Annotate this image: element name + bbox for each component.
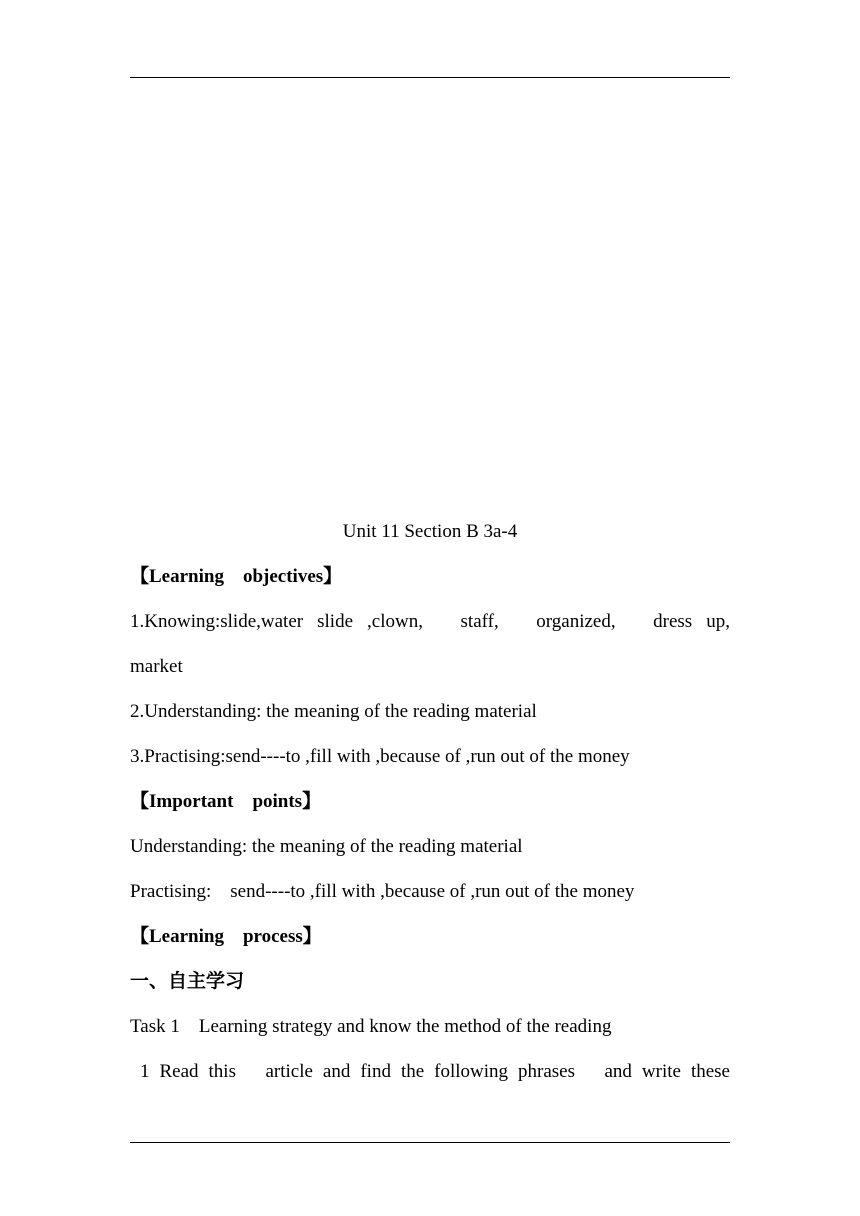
document-title: Unit 11 Section B 3a-4 [342, 521, 518, 542]
process-heading: 【Learning process】 [130, 926, 322, 947]
footer-rule [130, 1142, 730, 1143]
section-self-study-heading: 一、自主学习 [130, 971, 245, 992]
task-1-item-1: 1 Read this article and find the following phrases and write these [140, 1061, 730, 1082]
header-rule [130, 77, 730, 78]
objective-2: 2.Understanding: the meaning of the reading material [130, 701, 537, 722]
objective-1-continued: market [130, 656, 183, 677]
important-points-heading: 【Important points】 [130, 791, 322, 812]
objective-3: 3.Practising:send----to ,fill with ,because of ,run out of the money [130, 746, 630, 767]
task-1: Task 1 Learning strategy and know the method of the reading [130, 1016, 612, 1037]
important-point-2: Practising: send----to ,fill with ,because of ,run out of the money [130, 881, 635, 902]
objective-1: 1.Knowing:slide,water slide ,clown, staff, organized, dress up, [130, 611, 730, 632]
objectives-heading: 【Learning objectives】 [130, 566, 343, 587]
important-point-1: Understanding: the meaning of the reading material [130, 836, 523, 857]
